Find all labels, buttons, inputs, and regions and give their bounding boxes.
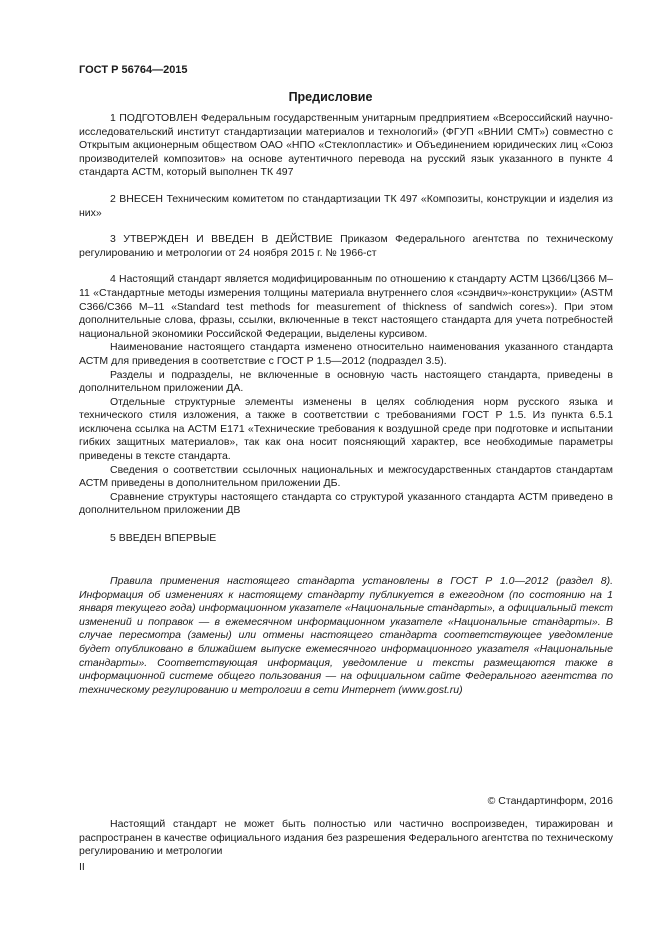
page-title: Предисловие [288,90,373,104]
page-number: II [79,861,85,873]
paragraph-structure: Отдельные структурные элементы изменены в целях соблюдения норм русского языка и технического стиля изложения, а также в соответствии с требованиями ГОСТ Р 1.5. Из пункта 6.5.1 исключена ссылка на АСТМ Е171 «Технические требования к воздушной среде при подготовке и испытании гибких защитных материалов», так как она носит поясняющий характер, все необходимые параметры приведены в тексте стандарта. [79,395,613,463]
rights-text: Настоящий стандарт не может быть полностью или частично воспроизведен, тиражирован и распространен в качестве официального издания без разрешения Федерального агентства по техническому регулированию и метрологии [79,818,613,858]
standard-code: ГОСТ Р 56764—2015 [79,64,188,76]
paragraph-comparison: Сравнение структуры настоящего стандарта со структурой указанного стандарта АСТМ приведено в дополнительном приложении ДВ [79,490,613,517]
application-rules-note [79,575,613,697]
preface-body [79,112,613,546]
paragraph-modified: 4 Настоящий стандарт является модифицированным по отношению к стандарту АСТМ Ц366/Ц366 М–11 «Стандартные методы измерения толщины материала внутреннего слоя «сэндвич»-конструкции» (ASTM C366/C366 M–11 «Standard test methods for measurement of thickness of sandwich cores»). При этом дополнительные слова, фразы, ссылки, включенные в текст настоящего стандарта для учета потребностей национальной экономики Российской Федерации, выделены курсивом. [79,273,613,340]
copyright: © Стандартинформ, 2016 [487,795,613,807]
paragraph-references: Сведения о соответствии ссылочных национальных и межгосударственных стандартов стандартам АСТМ приведены в дополнительном приложении ДБ. [79,463,613,490]
paragraph-name-changed: Наименование настоящего стандарта изменено относительно наименования указанного стандарта АСТМ для приведения в соответствие с ГОСТ Р 1.5—2012 (подраздел 3.5). [79,341,613,367]
note-text: Правила применения настоящего стандарта установлены в ГОСТ Р 1.0—2012 (раздел 8). Информация об изменениях к настоящему стандарту публикуется в ежегодном (по состоянию на 1 января текущего года) информационном указателе «Национальные стандарты», а официальный текст изменений и поправок — в ежемесячном информационном указателе «Национальные стандарты». В случае пересмотра (замены) или отмены настоящего стандарта соответствующее уведомление будет опубликовано в ближайшем выпуске ежемесячного информационного указателя «Национальные стандарты». Соответствующая информация, уведомление и тексты размещаются также в информационной системе общего пользования — на официальном сайте Федерального агентства по техническому регулированию и метрологии в сети Интернет (www.gost.ru) [79,575,613,696]
paragraph-introduced: 2 ВНЕСЕН Техническим комитетом по стандартизации ТК 497 «Композиты, конструкции и изделия из них» [79,192,613,219]
paragraph-prepared: 1 ПОДГОТОВЛЕН Федеральным государственным унитарным предприятием «Всероссийский научно-исследовательский институт стандартизации материалов и технологий» (ФГУП «ВНИИ СМТ») совместно с Открытым акционерным обществом ОАО «НПО «Стеклопластик» и Объединением юридических лиц «Союз производителей композитов» на основе аутентичного перевода на русский язык указанного в пункте 4 стандарта АСТМ, который выполнен ТК 497 [79,112,613,179]
paragraph-sections: Разделы и подразделы, не включенные в основную часть настоящего стандарта, приведены в дополнительном приложении ДА. [79,368,613,395]
paragraph-approved: 3 УТВЕРЖДЕН И ВВЕДЕН В ДЕЙСТВИЕ Приказом Федерального агентства по техническому регулированию и метрологии от 24 ноября 2015 г. № 1966-ст [79,233,613,259]
paragraph-first-introduced: 5 ВВЕДЕН ВПЕРВЫЕ [110,532,217,545]
rights-notice [79,818,613,859]
